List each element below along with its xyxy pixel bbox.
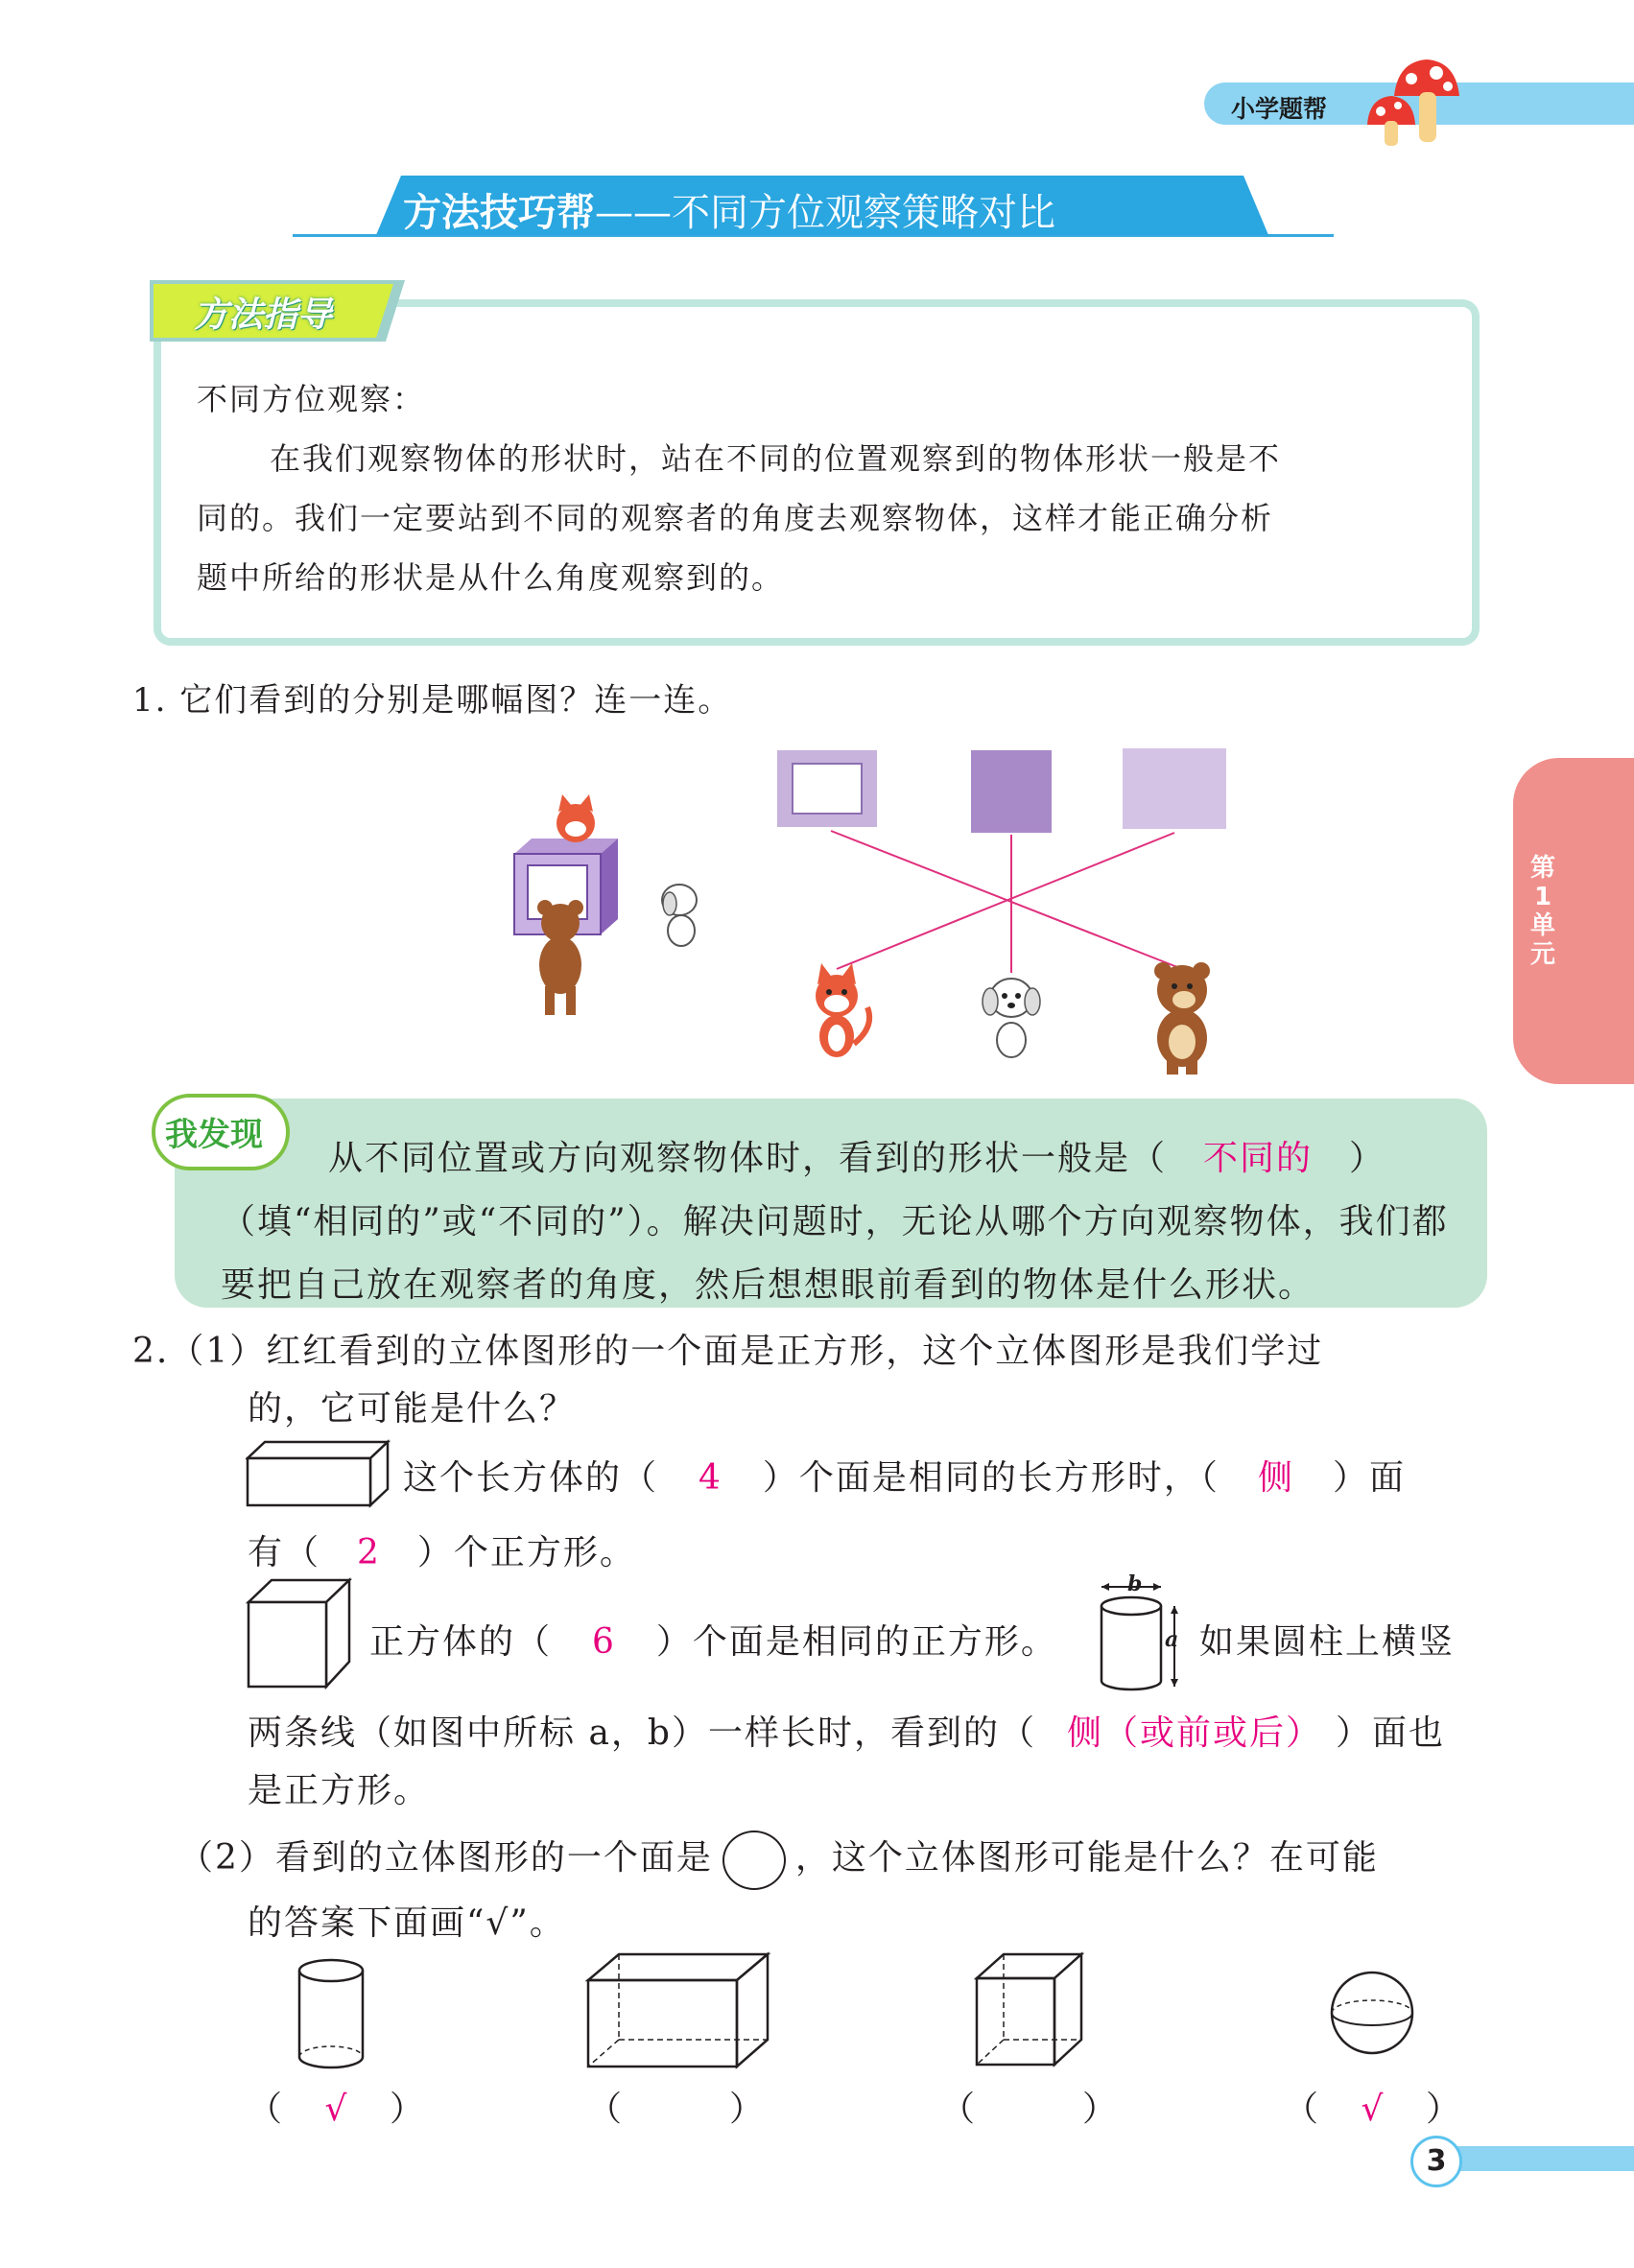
circle-shape-icon bbox=[722, 1831, 786, 1890]
dog-icon bbox=[983, 979, 1040, 1057]
cuboid-answer-1: 4 bbox=[699, 1458, 722, 1498]
choice-open: （ bbox=[248, 2090, 285, 2129]
cube-figure bbox=[246, 1577, 353, 1690]
choice-open: （ bbox=[1284, 2090, 1321, 2129]
cuboid-text-b: ）个面是相同的长方形时，（ bbox=[762, 1458, 1220, 1498]
cuboid-text-e: ）个正方形。 bbox=[416, 1533, 636, 1572]
choice-close: ） bbox=[390, 2090, 427, 2129]
cat-icon bbox=[816, 963, 869, 1057]
cylinder-choice-figure bbox=[288, 1957, 374, 2072]
title-dash: —— bbox=[595, 191, 672, 235]
discovery-line-1-pre: 从不同位置或方向观察物体时，看到的形状一般是（ bbox=[328, 1139, 1168, 1178]
back-view-rect-shape bbox=[1123, 748, 1226, 829]
cube-sentence bbox=[369, 1615, 1057, 1664]
choice-open: （ bbox=[587, 2090, 625, 2129]
choice-close: ） bbox=[1426, 2090, 1463, 2129]
choice-sphere[interactable] bbox=[1284, 2082, 1462, 2131]
discovery-line-1-post: ） bbox=[1349, 1139, 1386, 1178]
q2-part2-text-c: 的答案下面画“√”。 bbox=[248, 1903, 566, 1943]
q2-part1-line1: 2.（1）红红看到的立体图形的一个面是正方形，这个立体图形是我们学过 bbox=[132, 1332, 1324, 1371]
q2-part1-line2: 的，它可能是什么？ bbox=[248, 1389, 577, 1429]
label-b: b bbox=[1127, 1571, 1143, 1596]
choice-mark: √ bbox=[324, 2090, 349, 2129]
q2-part2-text-a: （2）看到的立体图形的一个面是 bbox=[178, 1838, 713, 1878]
discovery-line-3: 要把自己放在观察者的角度，然后想想眼前看到的物体是什么形状。 bbox=[221, 1265, 1315, 1305]
sphere-choice-figure bbox=[1328, 1969, 1416, 2057]
cuboid-sentence-2 bbox=[248, 1525, 636, 1574]
page-number: 3 bbox=[1410, 2136, 1462, 2187]
cube-text-b: ）个面是相同的正方形。 bbox=[655, 1622, 1057, 1662]
choice-close: ） bbox=[729, 2090, 767, 2129]
cube-text-a: 正方体的（ bbox=[369, 1622, 553, 1662]
discovery-line-2: （填“相同的”或“不同的”）。解决问题时，无论从哪个方向观察物体，我们都 bbox=[221, 1202, 1449, 1241]
method-line-3: 题中所给的形状是从什么角度观察到的。 bbox=[197, 559, 785, 596]
cylinder-sentence bbox=[248, 1706, 1445, 1755]
title-sub: 不同方位观察策略对比 bbox=[672, 191, 1055, 235]
box-top-face bbox=[514, 839, 618, 854]
side-view-square-shape bbox=[971, 750, 1052, 833]
page-title bbox=[403, 182, 1055, 237]
front-view-hole bbox=[793, 764, 862, 814]
choice-close: ） bbox=[1082, 2090, 1120, 2129]
title-main: 方法技巧帮 bbox=[403, 191, 595, 235]
cuboid-choice-figure bbox=[585, 1951, 777, 2072]
cylinder-text-b: 两条线（如图中所标 a，b）一样长时，看到的（ bbox=[248, 1713, 1036, 1753]
choice-cube[interactable] bbox=[940, 2082, 1119, 2131]
cylinder-text-d: 是正方形。 bbox=[248, 1771, 431, 1810]
box-side-face bbox=[601, 839, 618, 934]
discovery-line-1 bbox=[221, 1127, 1487, 1191]
choice-mark: √ bbox=[1361, 2090, 1385, 2129]
question-1-text: 1. 它们看到的分别是哪幅图？连一连。 bbox=[132, 681, 733, 720]
cuboid-text-d: 有（ bbox=[248, 1533, 321, 1572]
cube-answer: 6 bbox=[592, 1622, 616, 1662]
cuboid-answer-2: 侧 bbox=[1257, 1458, 1294, 1498]
cuboid-answer-3: 2 bbox=[357, 1533, 381, 1572]
cuboid-text-a: 这个长方体的（ bbox=[403, 1458, 659, 1498]
q1-illustration bbox=[499, 739, 1228, 1075]
method-body bbox=[197, 369, 1434, 607]
discovery-answer: 不同的 bbox=[1203, 1139, 1314, 1178]
choice-open: （ bbox=[940, 2090, 978, 2129]
discovery-tag-label: 我发现 bbox=[165, 1116, 263, 1154]
page-number-bar bbox=[1444, 2146, 1634, 2171]
brand-label: 小学题帮 bbox=[1231, 95, 1328, 123]
q2-part2-text-b: ，这个立体图形可能是什么？在可能 bbox=[794, 1838, 1379, 1878]
method-line-2: 同的。我们一定要站到不同的观察者的角度去观察物体，这样才能正确分析 bbox=[197, 500, 1274, 536]
cylinder-answer: 侧（或前或后） bbox=[1066, 1713, 1305, 1753]
choice-cuboid[interactable] bbox=[587, 2082, 766, 2131]
cylinder-text-c: ）面也 bbox=[1335, 1713, 1445, 1753]
unit-label: 第1单元 bbox=[1529, 854, 1555, 969]
cuboid-text-c: ）面 bbox=[1332, 1458, 1406, 1498]
cuboid-figure bbox=[246, 1439, 391, 1508]
choice-cylinder[interactable] bbox=[248, 2082, 426, 2131]
method-line-1: 在我们观察物体的形状时，站在不同的位置观察到的物体形状一般是不 bbox=[270, 440, 1282, 477]
cylinder-text-a: 如果圆柱上横竖 bbox=[1199, 1622, 1456, 1662]
cuboid-sentence bbox=[403, 1451, 1406, 1500]
label-a: a bbox=[1165, 1627, 1179, 1652]
bear-icon bbox=[1154, 962, 1210, 1075]
method-tag-label: 方法指导 bbox=[194, 295, 333, 335]
mushroom-icon bbox=[1348, 58, 1463, 149]
q2-part2-line1 bbox=[178, 1831, 1379, 1890]
discovery-body bbox=[221, 1127, 1487, 1317]
method-heading: 不同方位观察： bbox=[197, 381, 426, 417]
labeled-cylinder-figure bbox=[1094, 1573, 1199, 1698]
cube-choice-figure bbox=[974, 1951, 1085, 2072]
